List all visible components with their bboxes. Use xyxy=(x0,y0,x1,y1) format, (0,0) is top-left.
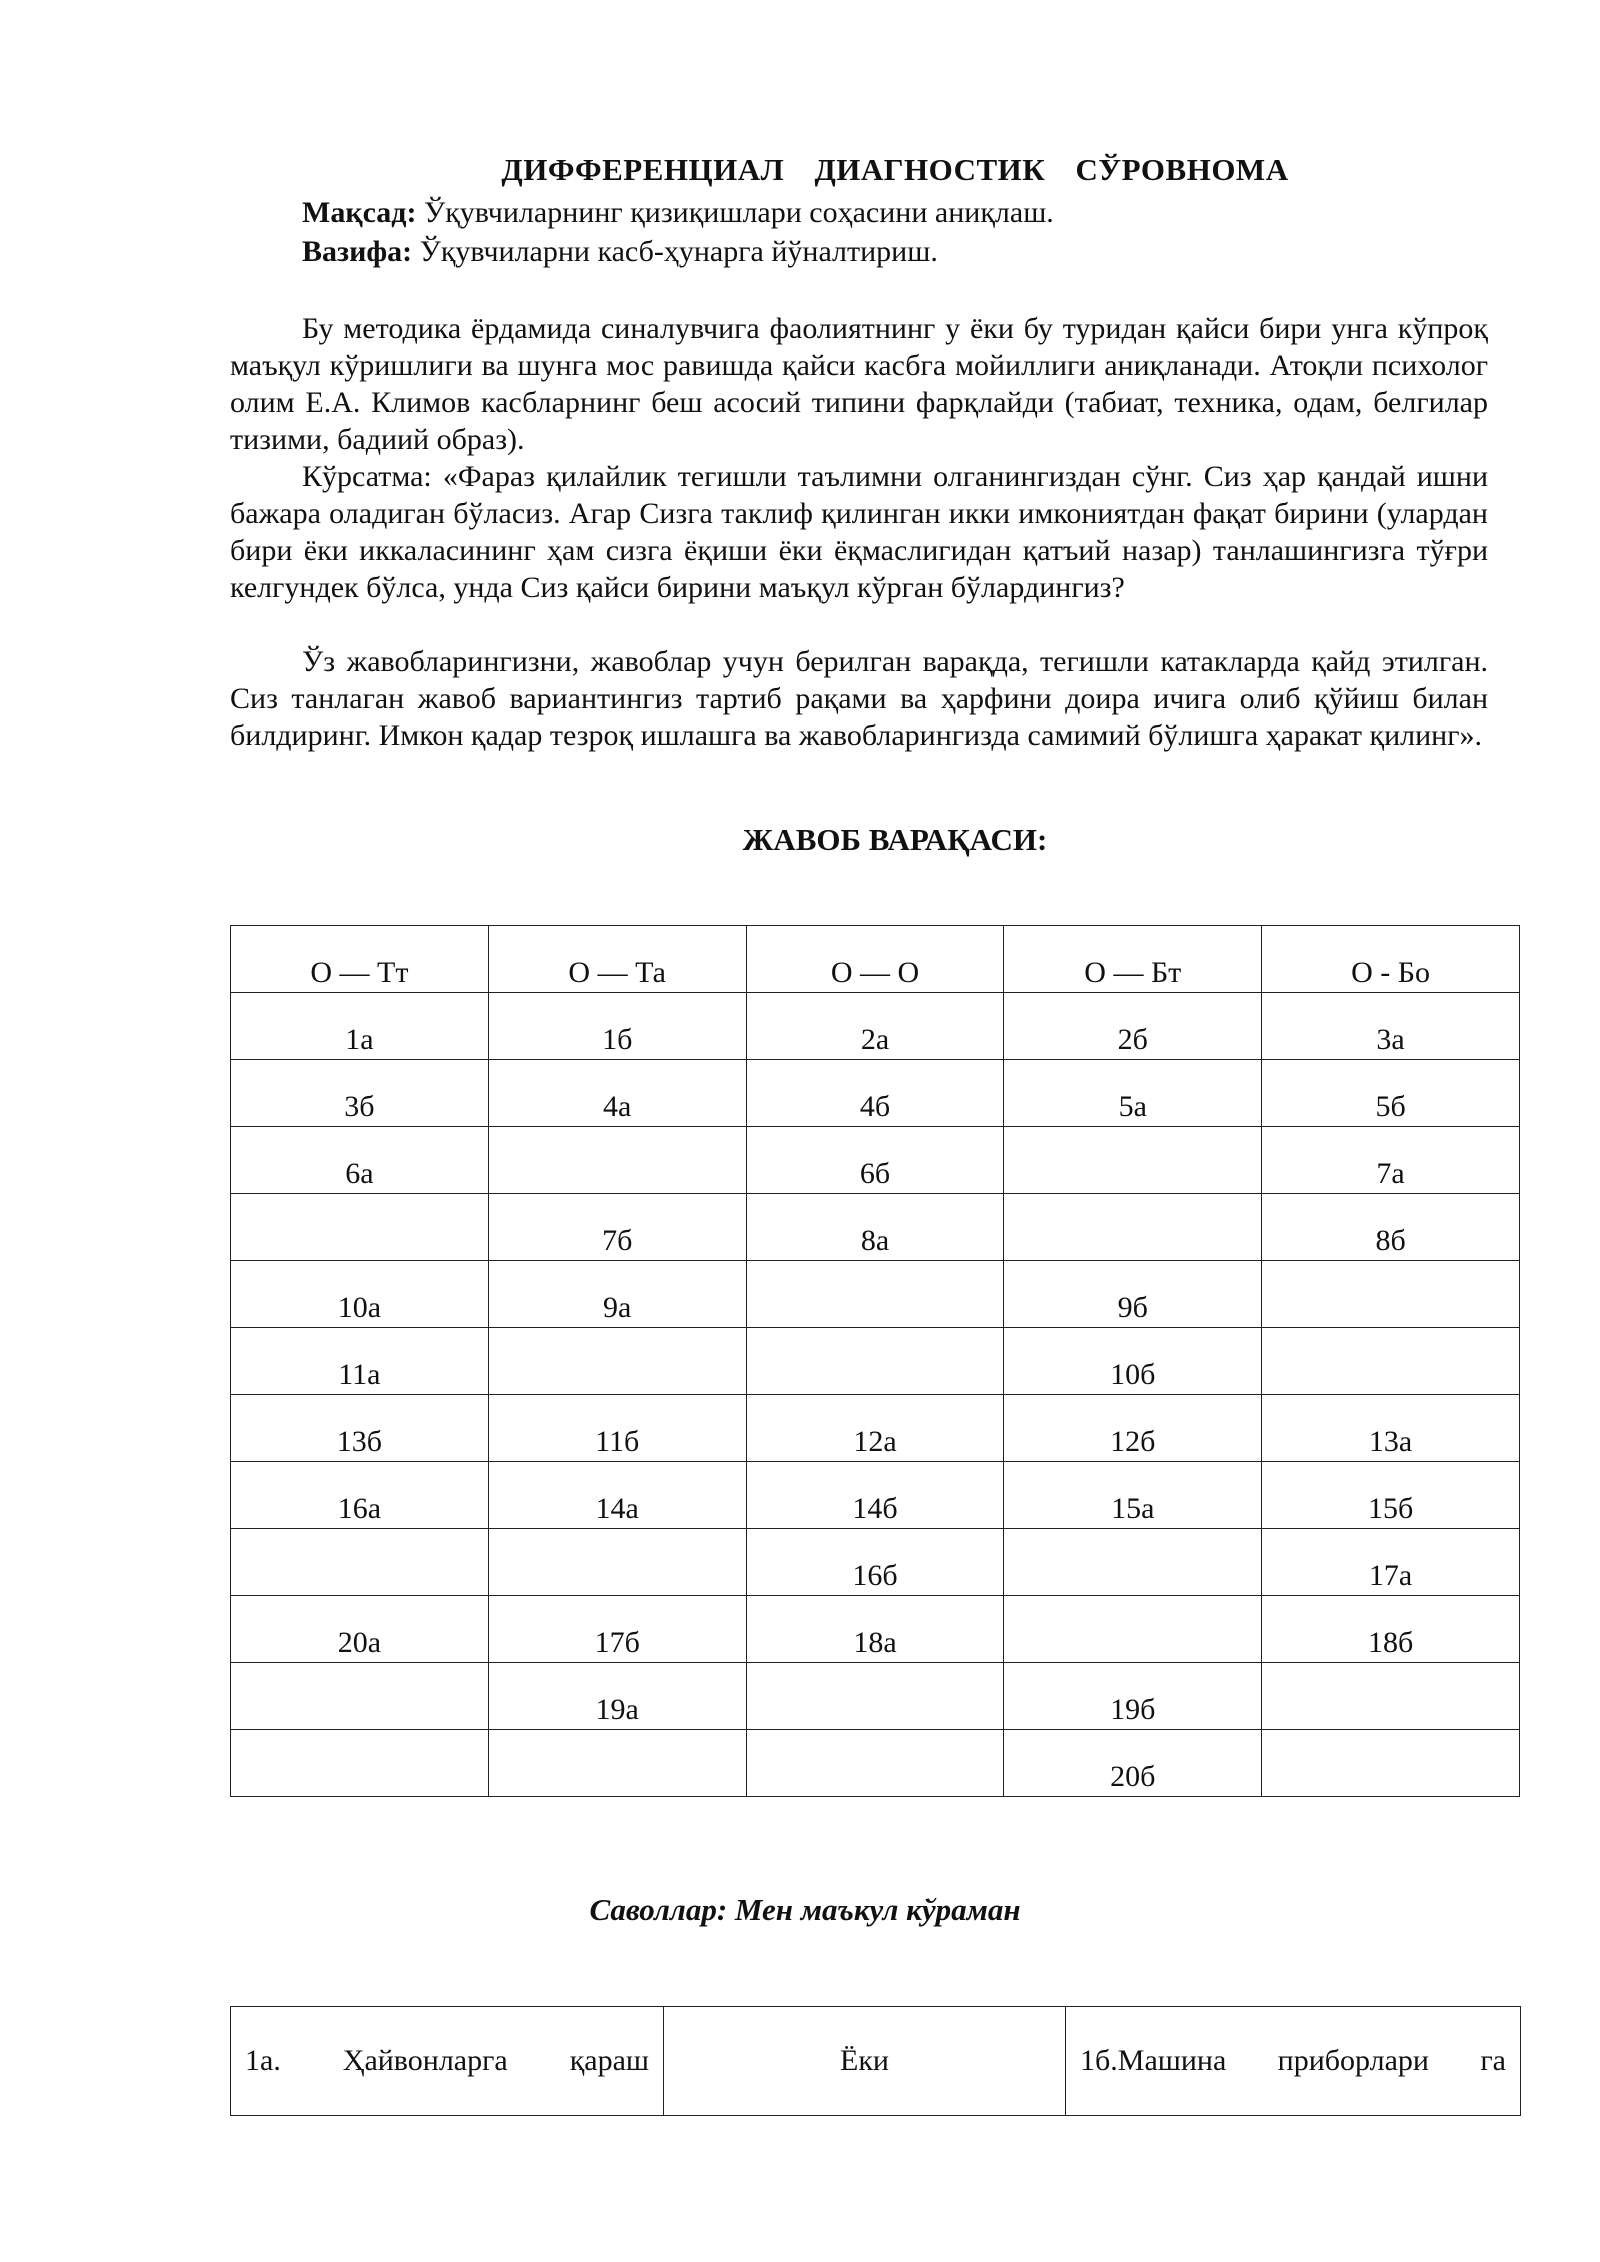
answer-table-header-row xyxy=(231,926,1520,993)
intro-paragraph: Бу методика ёрдамида синалувчига фаолиятнинг у ёки бу туридан қайси бири унга кўпроқ маъқул кўришлиги ва шунга мос равишда қайси касбга мойиллиги аниқланади. Атоқли психолог олим Е.А. Климов касбларнинг беш асосий типини фарқлайди (табиат, техника, одам, белгилар тизими, бадиий образ). xyxy=(230,312,1488,456)
table-cell: 19б xyxy=(1004,1663,1262,1730)
question-row xyxy=(231,2007,1521,2116)
table-cell xyxy=(746,1663,1004,1730)
table-cell: 12а xyxy=(746,1395,1004,1462)
instruction-paragraph: Кўрсатма: «Фараз қилайлик тегишли таълимни олганингиздан сўнг. Сиз ҳар қандай ишни бажара оладиган бўласиз. Агар Сизга таклиф қилинган икки имкониятдан фақат бирини (улардан бири ёки иккаласининг ҳам сизга ёқиши ёки ёқмаслигидан қатъий назар) танлашингизга тўғри келгундек бўлса, унда Сиз қайси бирини маъқул кўрган бўлардингиз? xyxy=(230,460,1488,604)
table-cell: 20а xyxy=(231,1596,489,1663)
table-cell: 7а xyxy=(1262,1127,1520,1194)
task-line xyxy=(302,235,938,269)
table-cell xyxy=(231,1529,489,1596)
table-row xyxy=(231,1730,1520,1797)
table-cell: 14а xyxy=(488,1462,746,1529)
header-cell: О — Та xyxy=(488,926,746,993)
table-cell xyxy=(488,1529,746,1596)
table-cell: 16а xyxy=(231,1462,489,1529)
table-row xyxy=(231,1060,1520,1127)
question-option-a: 1а. Ҳайвонларга қараш xyxy=(231,2007,664,2116)
table-cell: 2а xyxy=(746,993,1004,1060)
table-row xyxy=(231,1328,1520,1395)
table-cell: 15б xyxy=(1262,1462,1520,1529)
table-cell: 15а xyxy=(1004,1462,1262,1529)
table-cell xyxy=(1004,1596,1262,1663)
table-cell: 4б xyxy=(746,1060,1004,1127)
table-cell: 19а xyxy=(488,1663,746,1730)
table-cell: 12б xyxy=(1004,1395,1262,1462)
table-cell xyxy=(1262,1663,1520,1730)
answer-sheet-heading: ЖАВОБ ВАРАҚАСИ: xyxy=(742,822,1048,857)
document-title: ДИФФЕРЕНЦИАЛ ДИАГНОСТИК СЎРОВНОМА xyxy=(501,152,1289,187)
table-cell xyxy=(1004,1529,1262,1596)
table-cell: 3а xyxy=(1262,993,1520,1060)
table-row xyxy=(231,1395,1520,1462)
table-cell xyxy=(1262,1261,1520,1328)
header-cell: О — Тт xyxy=(231,926,489,993)
table-cell: 11б xyxy=(488,1395,746,1462)
table-cell xyxy=(231,1663,489,1730)
table-row xyxy=(231,1663,1520,1730)
goal-line xyxy=(302,196,1054,230)
question-or: Ёки xyxy=(664,2007,1066,2116)
table-cell: 13а xyxy=(1262,1395,1520,1462)
header-cell: О — Бт xyxy=(1004,926,1262,993)
table-cell: 18а xyxy=(746,1596,1004,1663)
table-cell: 7б xyxy=(488,1194,746,1261)
table-cell: 11а xyxy=(231,1328,489,1395)
table-row xyxy=(231,1261,1520,1328)
table-cell xyxy=(746,1730,1004,1797)
table-cell: 8а xyxy=(746,1194,1004,1261)
question-option-b: 1б.Машина приборлари га xyxy=(1066,2007,1521,2116)
table-cell: 4а xyxy=(488,1060,746,1127)
task-text: Ўқувчиларни касб-ҳунарга йўналтириш. xyxy=(412,235,938,268)
header-cell: О — О xyxy=(746,926,1004,993)
table-cell xyxy=(746,1261,1004,1328)
answer-instruction-paragraph: Ўз жавобларингизни, жавоблар учун берилган варақда, тегишли катакларда қайд этилган. Сиз танлаган жавоб вариантингиз тартиб рақами ва ҳарфини доира ичига олиб қўйиш билан билдиринг. Имкон қадар тезроқ ишлашга ва жавобларингизда самимий бўлишга ҳаракат қилинг». xyxy=(230,645,1488,752)
table-cell: 13б xyxy=(231,1395,489,1462)
table-row xyxy=(231,1529,1520,1596)
questions-table xyxy=(230,2006,1521,2116)
table-row xyxy=(231,1462,1520,1529)
goal-text: Ўқувчиларнинг қизиқишлари соҳасини аниқлаш. xyxy=(416,196,1054,229)
table-row xyxy=(231,1127,1520,1194)
task-label: Вазифа: xyxy=(302,235,413,268)
table-cell: 6б xyxy=(746,1127,1004,1194)
table-cell xyxy=(1262,1328,1520,1395)
table-cell xyxy=(231,1194,489,1261)
table-cell: 10а xyxy=(231,1261,489,1328)
table-cell xyxy=(746,1328,1004,1395)
table-cell xyxy=(231,1730,489,1797)
table-cell xyxy=(488,1328,746,1395)
questions-heading: Саволлар: Мен маъкул кўраман xyxy=(589,1892,1021,1927)
table-cell: 5б xyxy=(1262,1060,1520,1127)
goal-label: Мақсад: xyxy=(302,196,417,229)
table-cell: 10б xyxy=(1004,1328,1262,1395)
table-row xyxy=(231,1194,1520,1261)
table-cell: 1а xyxy=(231,993,489,1060)
table-cell: 2б xyxy=(1004,993,1262,1060)
table-cell: 17б xyxy=(488,1596,746,1663)
table-cell: 14б xyxy=(746,1462,1004,1529)
table-cell: 8б xyxy=(1262,1194,1520,1261)
table-cell: 16б xyxy=(746,1529,1004,1596)
table-cell: 5а xyxy=(1004,1060,1262,1127)
header-cell: О - Бо xyxy=(1262,926,1520,993)
table-cell: 1б xyxy=(488,993,746,1060)
table-cell: 20б xyxy=(1004,1730,1262,1797)
table-cell: 9а xyxy=(488,1261,746,1328)
table-cell xyxy=(1004,1194,1262,1261)
table-row xyxy=(231,1596,1520,1663)
table-cell xyxy=(1262,1730,1520,1797)
table-cell xyxy=(1004,1127,1262,1194)
table-cell: 17а xyxy=(1262,1529,1520,1596)
table-row xyxy=(231,993,1520,1060)
table-cell xyxy=(488,1127,746,1194)
answer-table xyxy=(230,925,1520,1797)
table-cell xyxy=(488,1730,746,1797)
table-cell: 6а xyxy=(231,1127,489,1194)
table-cell: 3б xyxy=(231,1060,489,1127)
table-cell: 9б xyxy=(1004,1261,1262,1328)
table-cell: 18б xyxy=(1262,1596,1520,1663)
